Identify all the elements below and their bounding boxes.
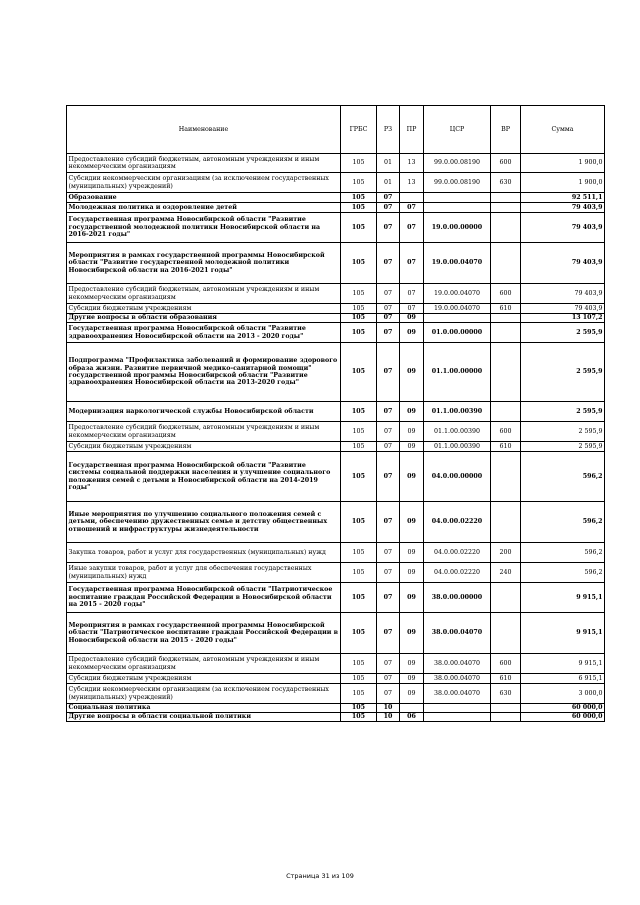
cell-name: Социальная политика [67,704,341,713]
cell-vr: 600 [491,154,521,173]
cell-grbs: 105 [341,193,377,203]
cell-sum: 9 915,1 [521,613,605,654]
cell-vr [491,213,521,243]
cell-csr: 19.0.00.04070 [424,284,491,304]
cell-sum: 79 403,9 [521,284,605,304]
cell-csr: 38.0.00.04070 [424,684,491,704]
cell-sum: 596,2 [521,502,605,543]
cell-pr: 09 [400,674,424,684]
cell-rz: 07 [377,613,400,654]
cell-rz: 07 [377,203,400,213]
cell-name: Образование [67,193,341,203]
cell-rz: 07 [377,284,400,304]
cell-pr [400,704,424,713]
cell-grbs: 105 [341,654,377,674]
cell-name: Модернизация наркологической службы Новосибирской области [67,402,341,422]
cell-rz: 10 [377,704,400,713]
cell-sum: 6 915,1 [521,674,605,684]
cell-grbs: 105 [341,674,377,684]
header-sum: Сумма [521,106,605,154]
cell-sum: 596,2 [521,563,605,583]
table-row [67,173,605,193]
cell-grbs: 105 [341,304,377,314]
cell-vr [491,502,521,543]
cell-pr: 09 [400,563,424,583]
table-row [67,563,605,583]
cell-csr: 04.0.00.02220 [424,543,491,563]
cell-sum: 13 107,2 [521,314,605,323]
cell-sum: 596,2 [521,452,605,502]
cell-vr: 630 [491,684,521,704]
table-row [67,674,605,684]
cell-sum: 79 403,9 [521,203,605,213]
cell-name: Другие вопросы в области образования [67,314,341,323]
cell-grbs: 105 [341,422,377,442]
cell-grbs: 105 [341,284,377,304]
cell-pr: 09 [400,402,424,422]
table-row [67,422,605,442]
cell-rz: 07 [377,452,400,502]
cell-vr [491,402,521,422]
cell-rz: 07 [377,323,400,343]
table-row [67,193,605,203]
cell-rz: 07 [377,243,400,284]
cell-grbs: 105 [341,343,377,402]
cell-vr: 610 [491,674,521,684]
cell-vr [491,323,521,343]
cell-sum: 2 595,9 [521,343,605,402]
table-row [67,543,605,563]
cell-grbs: 105 [341,402,377,422]
header-name: Наименование [67,106,341,154]
budget-table [66,105,605,722]
table-row [67,203,605,213]
cell-grbs: 105 [341,613,377,654]
cell-name: Другие вопросы в области социальной политики [67,713,341,722]
cell-name: Субсидии некоммерческим организациям (за исключением государственных (муниципальных) учреждений) [67,173,341,193]
cell-grbs: 105 [341,203,377,213]
cell-name: Субсидии бюджетным учреждениям [67,304,341,314]
cell-rz: 07 [377,314,400,323]
cell-vr: 610 [491,304,521,314]
cell-vr: 600 [491,654,521,674]
cell-csr: 04.0.00.02220 [424,502,491,543]
cell-sum: 2 595,9 [521,442,605,452]
cell-pr: 09 [400,452,424,502]
cell-sum: 9 915,1 [521,654,605,674]
table-row [67,243,605,284]
cell-csr [424,203,491,213]
cell-grbs: 105 [341,243,377,284]
cell-grbs: 105 [341,323,377,343]
cell-vr [491,314,521,323]
cell-grbs: 105 [341,713,377,722]
cell-pr [400,193,424,203]
cell-sum: 1 900,0 [521,154,605,173]
cell-rz: 07 [377,402,400,422]
cell-pr: 09 [400,422,424,442]
cell-pr: 07 [400,213,424,243]
cell-sum: 79 403,9 [521,213,605,243]
cell-pr: 09 [400,314,424,323]
cell-pr: 09 [400,343,424,402]
cell-csr: 38.0.00.04070 [424,654,491,674]
cell-csr: 38.0.00.04070 [424,674,491,684]
cell-grbs: 105 [341,452,377,502]
page-number: Страница 31 из 109 [286,872,354,880]
cell-sum: 2 595,9 [521,323,605,343]
table-row [67,684,605,704]
cell-name: Подпрограмма "Профилактика заболеваний и формирование здорового образа жизни. Развитие первичной медико-санитарной помощи" государственной программы Новосибирской области "Развитие здравоохранения Новосибирской области на 2013-2020 годы" [67,343,341,402]
cell-name: Государственная программа Новосибирской области "Развитие государственной молодежной политики Новосибирской области на 2016-2021 годы" [67,213,341,243]
cell-vr: 600 [491,422,521,442]
cell-pr: 07 [400,243,424,284]
cell-vr: 610 [491,442,521,452]
cell-vr: 600 [491,284,521,304]
cell-vr [491,243,521,284]
cell-name: Предоставление субсидий бюджетным, автономным учреждениям и иным некоммерческим организациям [67,284,341,304]
cell-grbs: 105 [341,173,377,193]
cell-vr [491,583,521,613]
table-row [67,284,605,304]
cell-csr: 38.0.00.00000 [424,583,491,613]
cell-name: Иные мероприятия по улучшению социального положения семей с детьми, обеспечению дружественных семье и детству общественных отношений и инфраструктуры жизнедеятельности [67,502,341,543]
cell-grbs: 105 [341,502,377,543]
cell-pr: 09 [400,502,424,543]
cell-rz: 07 [377,684,400,704]
cell-pr: 06 [400,713,424,722]
table-row [67,502,605,543]
cell-name: Предоставление субсидий бюджетным, автономным учреждениям и иным некоммерческим организациям [67,654,341,674]
cell-sum: 79 403,9 [521,243,605,284]
cell-grbs: 105 [341,704,377,713]
cell-pr: 09 [400,613,424,654]
table-row [67,583,605,613]
cell-rz: 07 [377,343,400,402]
cell-grbs: 105 [341,442,377,452]
cell-name: Субсидии некоммерческим организациям (за исключением государственных (муниципальных) учреждений) [67,684,341,704]
cell-rz: 07 [377,193,400,203]
cell-grbs: 105 [341,583,377,613]
cell-csr: 01.0.00.00000 [424,323,491,343]
cell-csr: 19.0.00.04070 [424,304,491,314]
table-row [67,654,605,674]
cell-sum: 3 000,0 [521,684,605,704]
cell-grbs: 105 [341,543,377,563]
cell-csr: 01.1.00.00390 [424,402,491,422]
cell-sum: 60 000,0 [521,713,605,722]
cell-rz: 07 [377,543,400,563]
cell-csr: 19.0.00.00000 [424,213,491,243]
header-vr: ВР [491,106,521,154]
cell-vr [491,713,521,722]
cell-csr [424,314,491,323]
cell-sum: 9 915,1 [521,583,605,613]
cell-name: Мероприятия в рамках государственной программы Новосибирской области "Патриотическое воспитание граждан Российской Федерации в Новосибирской области на 2015 - 2020 годы" [67,613,341,654]
cell-sum: 2 595,9 [521,402,605,422]
cell-grbs: 105 [341,684,377,704]
cell-pr: 09 [400,583,424,613]
table-header-row [67,106,605,154]
table-row [67,704,605,713]
cell-name: Государственная программа Новосибирской области "Развитие здравоохранения Новосибирской области на 2013 - 2020 годы" [67,323,341,343]
cell-rz: 01 [377,154,400,173]
cell-sum: 79 403,9 [521,304,605,314]
header-grbs: ГРБС [341,106,377,154]
cell-name: Субсидии бюджетным учреждениям [67,442,341,452]
table-row [67,402,605,422]
cell-sum: 2 595,9 [521,422,605,442]
cell-rz: 01 [377,173,400,193]
table-row [67,323,605,343]
cell-sum: 92 511,1 [521,193,605,203]
cell-pr: 13 [400,173,424,193]
cell-name: Мероприятия в рамках государственной программы Новосибирской области "Развитие государственной молодежной политики Новосибирской области на 2016-2021 годы" [67,243,341,284]
header-csr: ЦСР [424,106,491,154]
table-row [67,314,605,323]
cell-sum: 596,2 [521,543,605,563]
cell-rz: 07 [377,583,400,613]
cell-csr: 01.1.00.00000 [424,343,491,402]
cell-csr: 01.1.00.00390 [424,422,491,442]
cell-pr: 07 [400,203,424,213]
cell-rz: 07 [377,213,400,243]
cell-csr: 04.0.00.00000 [424,452,491,502]
cell-vr: 240 [491,563,521,583]
cell-vr: 630 [491,173,521,193]
cell-name: Государственная программа Новосибирской области "Развитие системы социальной поддержки населения и улучшение социального положения семей с детьми в Новосибирской области на 2014-2019 годы" [67,452,341,502]
cell-pr: 09 [400,323,424,343]
cell-vr [491,343,521,402]
table-body [67,154,605,722]
cell-csr [424,704,491,713]
cell-name: Предоставление субсидий бюджетным, автономным учреждениям и иным некоммерческим организациям [67,422,341,442]
cell-csr [424,713,491,722]
cell-csr: 01.1.00.00390 [424,442,491,452]
cell-grbs: 105 [341,213,377,243]
cell-csr: 38.0.00.04070 [424,613,491,654]
cell-pr: 09 [400,684,424,704]
table-row [67,713,605,722]
cell-vr: 200 [491,543,521,563]
cell-csr [424,193,491,203]
table-row [67,154,605,173]
cell-sum: 60 000,0 [521,704,605,713]
header-pr: ПР [400,106,424,154]
cell-vr [491,452,521,502]
table-row [67,304,605,314]
cell-csr: 04.0.00.02220 [424,563,491,583]
table-row [67,343,605,402]
table-row [67,213,605,243]
cell-name: Предоставление субсидий бюджетным, автономным учреждениям и иным некоммерческим организациям [67,154,341,173]
cell-name: Государственная программа Новосибирской области "Патриотическое воспитание граждан Российской Федерации в Новосибирской области на 2015 - 2020 годы" [67,583,341,613]
cell-pr: 09 [400,442,424,452]
cell-pr: 09 [400,543,424,563]
table-row [67,442,605,452]
cell-name: Иные закупки товаров, работ и услуг для обеспечения государственных (муниципальных) нужд [67,563,341,583]
cell-pr: 07 [400,284,424,304]
cell-vr [491,193,521,203]
cell-grbs: 105 [341,563,377,583]
cell-name: Молодежная политика и оздоровление детей [67,203,341,213]
cell-csr: 99.0.00.08190 [424,173,491,193]
cell-rz: 07 [377,654,400,674]
cell-rz: 07 [377,442,400,452]
cell-grbs: 105 [341,314,377,323]
cell-rz: 07 [377,674,400,684]
cell-rz: 07 [377,563,400,583]
cell-pr: 13 [400,154,424,173]
cell-csr: 19.0.00.04070 [424,243,491,284]
cell-rz: 07 [377,422,400,442]
cell-sum: 1 900,0 [521,173,605,193]
table-row [67,613,605,654]
cell-rz: 10 [377,713,400,722]
cell-name: Закупка товаров, работ и услуг для государственных (муниципальных) нужд [67,543,341,563]
header-rz: РЗ [377,106,400,154]
cell-vr [491,203,521,213]
cell-vr [491,704,521,713]
cell-pr: 09 [400,654,424,674]
cell-rz: 07 [377,502,400,543]
cell-csr: 99.0.00.08190 [424,154,491,173]
cell-grbs: 105 [341,154,377,173]
cell-name: Субсидии бюджетным учреждениям [67,674,341,684]
cell-vr [491,613,521,654]
cell-pr: 07 [400,304,424,314]
table-row [67,452,605,502]
cell-rz: 07 [377,304,400,314]
